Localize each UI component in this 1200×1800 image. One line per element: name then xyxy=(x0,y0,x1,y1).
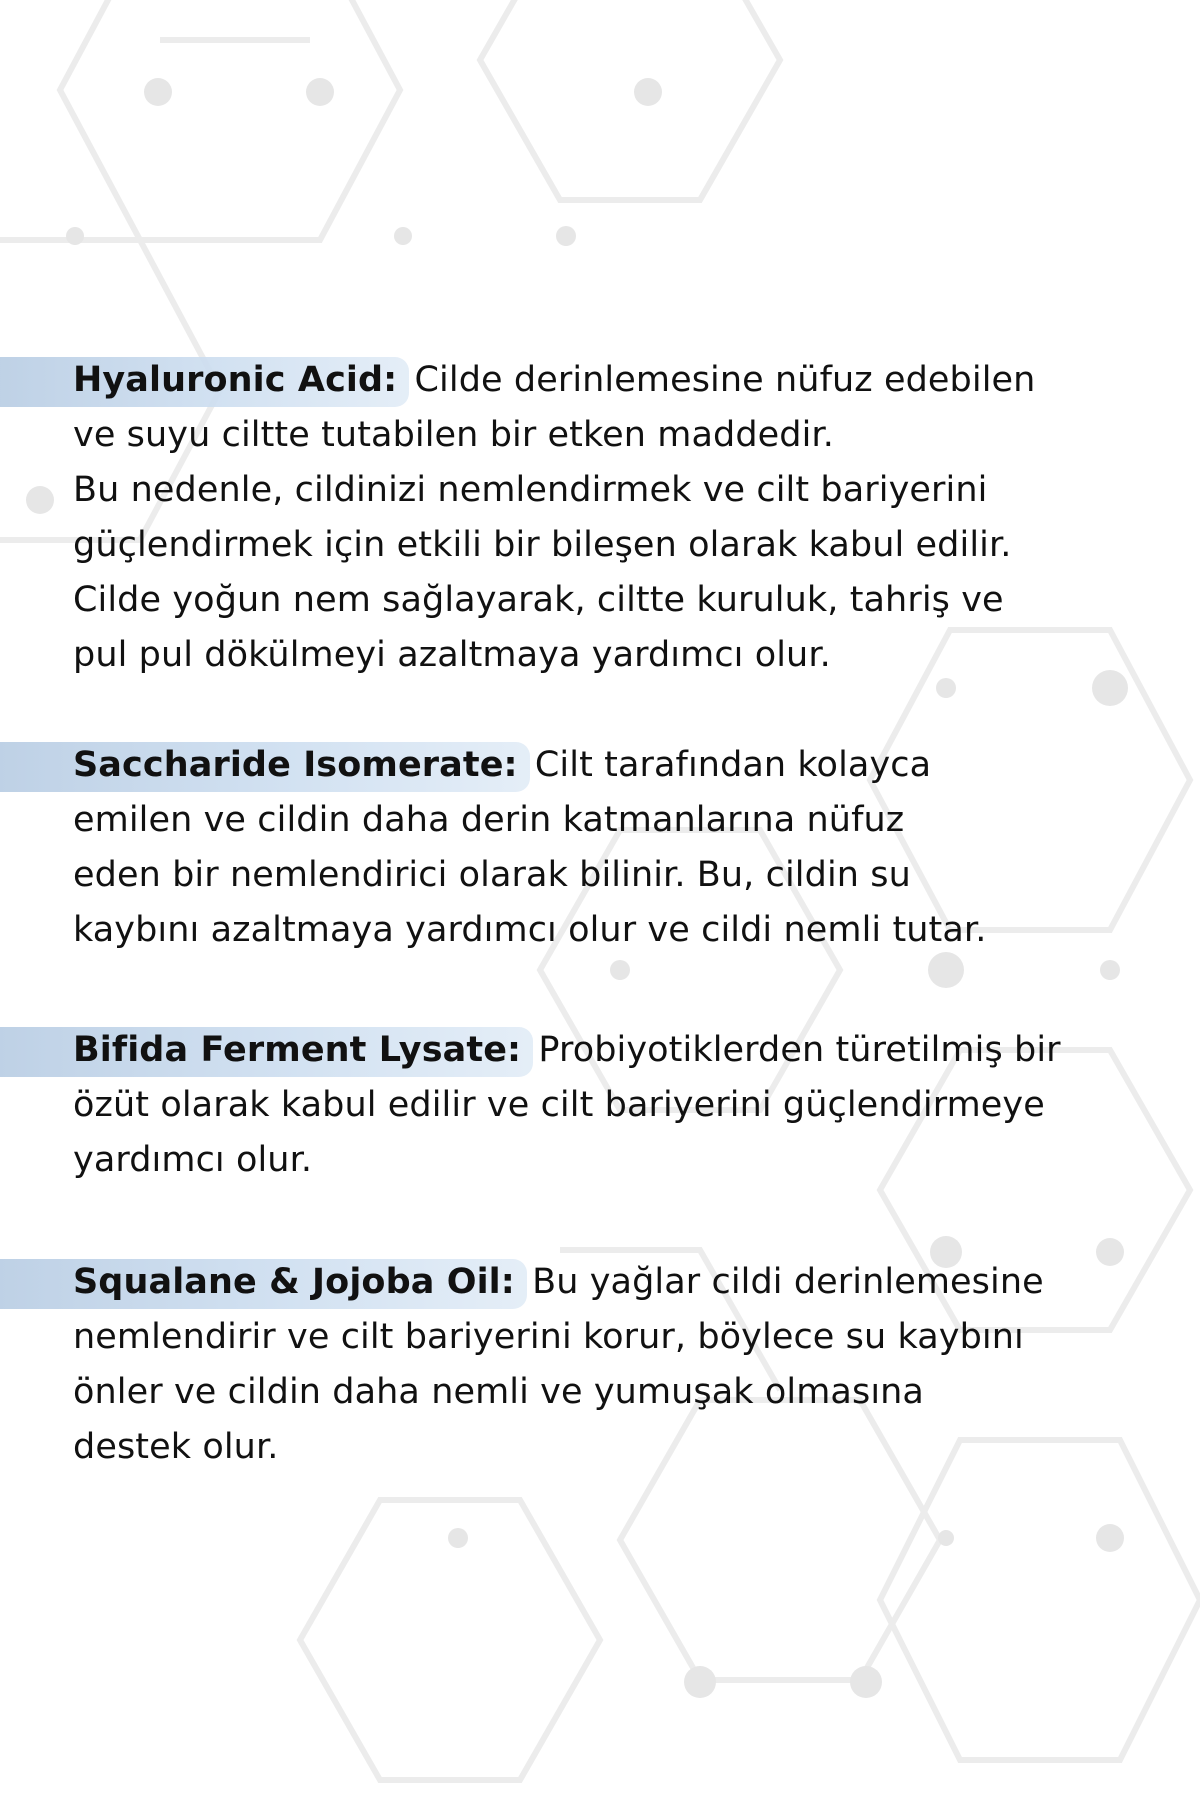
ingredient-line: Bu nedenle, cildinizi nemlendirmek ve cilt bariyerini xyxy=(73,470,988,510)
ingredient-label: Squalane & Jojoba Oil: xyxy=(73,1262,515,1302)
ingredient-line: yardımcı olur. xyxy=(73,1140,313,1180)
ingredient-line: eden bir nemlendirici olarak bilinir. Bu, cildin su xyxy=(73,855,911,895)
ingredient-line: emilen ve cildin daha derin katmanlarına nüfuz xyxy=(73,800,905,840)
ingredient-text xyxy=(0,738,1200,958)
ingredient-text xyxy=(0,1255,1200,1475)
ingredient-bifida-ferment-lysate xyxy=(0,1023,1200,1188)
ingredient-line: özüt olarak kabul edilir ve cilt bariyerini güçlendirmeye xyxy=(73,1085,1045,1125)
ingredient-squalane-jojoba-oil xyxy=(0,1255,1200,1475)
ingredient-hyaluronic-acid xyxy=(0,353,1200,683)
ingredient-line: Cilde yoğun nem sağlayarak, ciltte kuruluk, tahriş ve xyxy=(73,580,1004,620)
ingredient-line: Probiyotiklerden türetilmiş bir xyxy=(538,1030,1061,1070)
ingredient-saccharide-isomerate xyxy=(0,738,1200,958)
ingredient-label: Saccharide Isomerate: xyxy=(73,745,518,785)
ingredient-text xyxy=(0,1023,1200,1188)
ingredient-line: Cilt tarafından kolayca xyxy=(534,745,932,785)
ingredient-label: Bifida Ferment Lysate: xyxy=(73,1030,522,1070)
ingredient-label: Hyaluronic Acid: xyxy=(73,360,398,400)
ingredient-line: ve suyu ciltte tutabilen bir etken maddedir. xyxy=(73,415,834,455)
ingredient-line: güçlendirmek için etkili bir bileşen olarak kabul edilir. xyxy=(73,525,1012,565)
ingredient-line: Bu yağlar cildi derinlemesine xyxy=(532,1262,1044,1302)
ingredient-line: kaybını azaltmaya yardımcı olur ve cildi nemli tutar. xyxy=(73,910,987,950)
ingredient-line: pul pul dökülmeyi azaltmaya yardımcı olur. xyxy=(73,635,831,675)
ingredient-line: destek olur. xyxy=(73,1427,279,1467)
ingredient-line: nemlendirir ve cilt bariyerini korur, böylece su kaybını xyxy=(73,1317,1024,1357)
ingredient-line: önler ve cildin daha nemli ve yumuşak olmasına xyxy=(73,1372,924,1412)
ingredient-text xyxy=(0,353,1200,683)
ingredient-line: Cilde derinlemesine nüfuz edebilen xyxy=(414,360,1036,400)
